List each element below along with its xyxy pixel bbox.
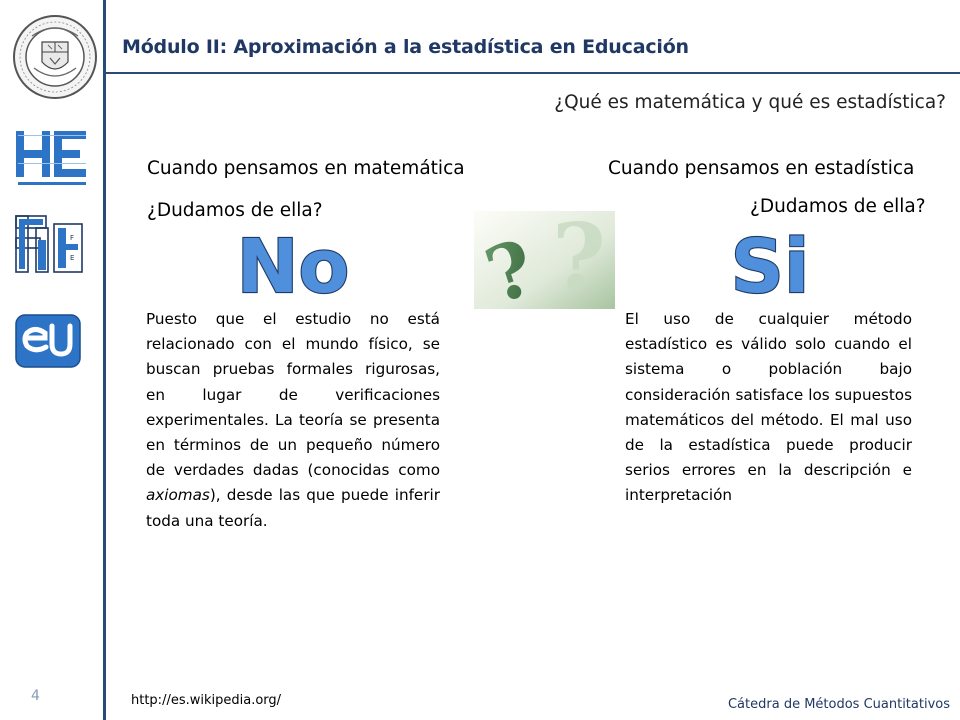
- right-body-text: El uso de cualquier método estadístico es válido solo cuando el sistema o población bajo consideración satisface los supuestos matemáticos del método. El mal uso de la estadística puede producir serios errores en la descripción e interpretación: [625, 310, 912, 505]
- humanidades-educacion-logo: [14, 127, 90, 191]
- left-body-part1: Puesto que el estudio no está relacionado con el mundo físico, se buscan pruebas formales rigurosas, en lugar de verificaciones experimentales. La teoría se presenta en términos de un pequeño número de verdades dadas (conocidas como: [146, 310, 440, 480]
- source-url-link[interactable]: http://es.wikipedia.org/: [131, 693, 282, 708]
- page-title: Módulo II: Aproximación a la estadística en Educación: [122, 36, 689, 58]
- answer-si-text: Si: [730, 224, 810, 310]
- svg-text:?: ?: [475, 222, 546, 321]
- answer-no: [236, 224, 350, 310]
- question-mark-3d-image: [474, 203, 615, 321]
- left-question: ¿Dudamos de ella?: [147, 200, 323, 221]
- left-body-part2: ), desde las que puede inferir toda una teoría.: [146, 486, 440, 530]
- cathedra-label: Cátedra de Métodos Cuantitativos: [727, 697, 950, 712]
- svg-text:E: E: [70, 254, 75, 262]
- sidebar-divider: [103, 0, 106, 720]
- answer-no-text: No: [236, 224, 350, 310]
- left-column-heading: Cuando pensamos en matemática: [147, 158, 465, 179]
- answer-si: [730, 224, 810, 310]
- svg-text:?: ?: [552, 203, 606, 311]
- page-number: 4: [31, 688, 40, 704]
- left-body-italic: axiomas: [146, 486, 210, 505]
- university-seal-logo: [12, 14, 98, 100]
- right-column-heading: Cuando pensamos en estadística: [608, 158, 915, 179]
- header-divider: [106, 72, 960, 74]
- left-body-text: [146, 307, 440, 534]
- fhe-logo: [14, 214, 86, 278]
- escuela-educacion-logo: [15, 314, 81, 368]
- right-question: ¿Dudamos de ella?: [750, 196, 926, 217]
- svg-text:F: F: [70, 234, 75, 242]
- page-subtitle: ¿Qué es matemática y qué es estadística?: [554, 92, 946, 113]
